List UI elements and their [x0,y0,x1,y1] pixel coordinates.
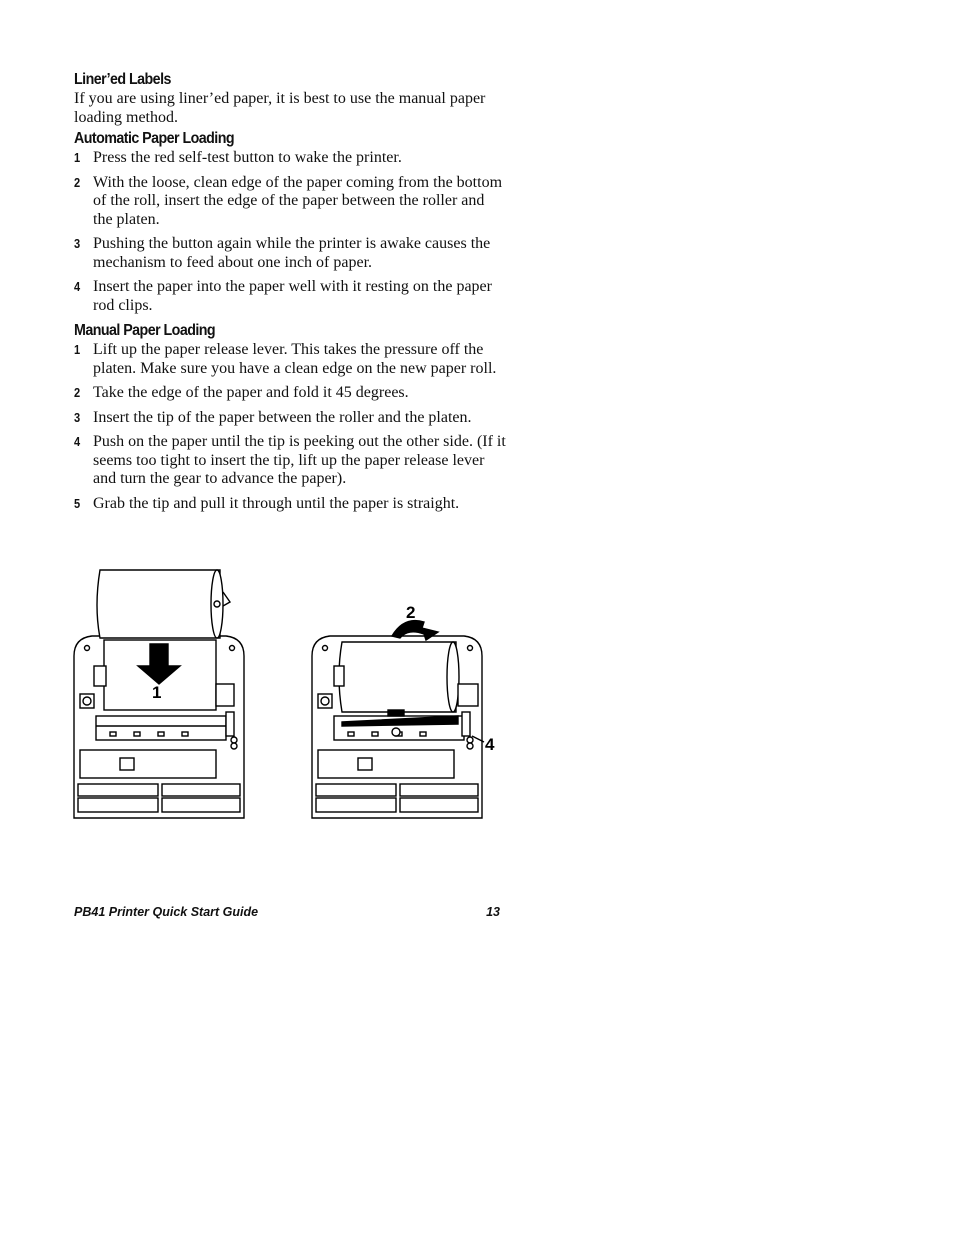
list-item [74,278,506,315]
step-number: 2 [74,174,81,190]
list-item [74,235,506,272]
callout-label: 4 [485,735,495,754]
automatic-steps [74,149,506,315]
text-column [74,70,506,519]
callout-label: 2 [406,603,416,622]
step-number: 2 [74,385,81,400]
step-number: 1 [74,342,81,357]
step-text: Push on the paper until the tip is peeking out the other side. (If it seems too tight to insert the tip, lift up the paper release lever and turn the gear to advance the paper). [93,433,506,487]
step-text: Pushing the button again while the printer is awake causes the mechanism to feed about one inch of paper. [93,235,491,271]
step-text: With the loose, clean edge of the paper coming from the bottom of the roll, insert the edge of the paper between the roller and the platen. [93,173,503,228]
step-number: 4 [74,279,81,294]
step-text: Insert the paper into the paper well with it resting on the paper rod clips. [93,278,492,314]
section-automatic [74,129,506,315]
printer-illustration-manual [312,621,484,818]
manual-steps [74,341,506,513]
step-text: Take the edge of the paper and fold it 45 degrees. [93,384,409,401]
section-manual [74,321,506,513]
list-item [74,149,506,168]
page-footer [74,905,500,919]
list-item [74,433,506,489]
list-item [74,174,506,230]
step-text: Grab the tip and pull it through until the paper is straight. [93,494,460,512]
heading-automatic-loading: Automatic Paper Loading [74,130,235,147]
page-number: 13 [486,905,500,919]
heading-linered-labels: Liner’ed Labels [74,71,171,88]
list-item [74,384,506,403]
step-number: 3 [74,409,81,425]
list-item [74,495,506,514]
step-text: Insert the tip of the paper between the roller and the platen. [93,408,472,426]
printer-illustrations [70,566,495,822]
list-item [74,341,506,378]
step-text: Lift up the paper release lever. This takes the pressure off the platen. Make sure you have a clean edge on the new paper roll. [93,341,497,377]
callout-label: 1 [152,683,162,702]
step-text: Press the red self-test button to wake the printer. [93,149,402,166]
footer-title: PB41 Printer Quick Start Guide [74,905,259,919]
step-number: 4 [74,434,81,449]
step-number: 3 [74,236,81,251]
heading-manual-loading: Manual Paper Loading [74,322,216,339]
list-item [74,409,506,428]
step-number: 1 [74,150,81,165]
step-number: 5 [74,495,81,511]
linered-body: If you are using liner’ed paper, it is best to use the manual paper loading method. [74,90,486,126]
